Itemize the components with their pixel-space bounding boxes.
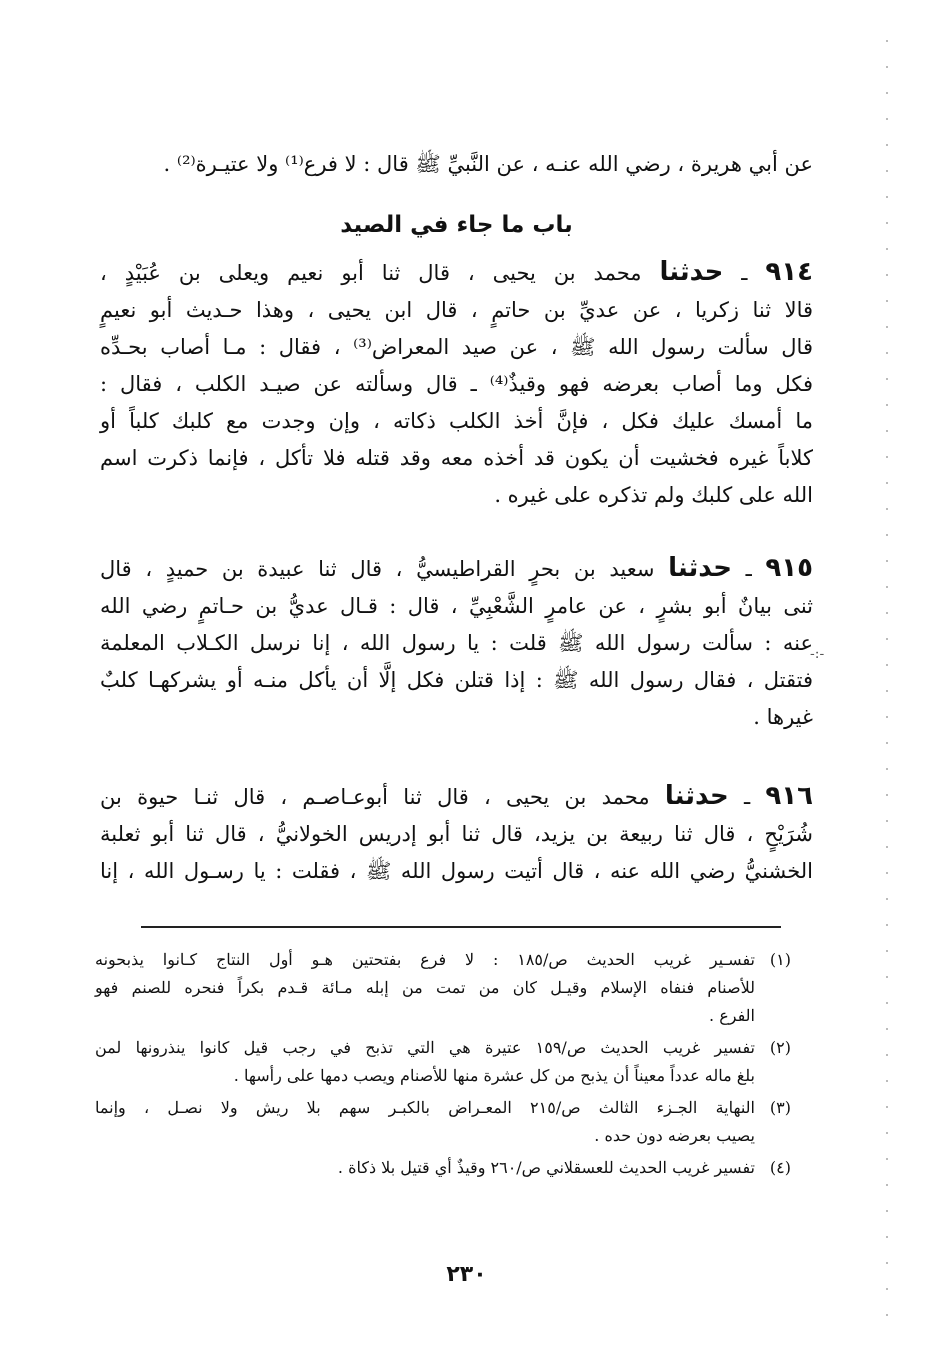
footnote-line: تفسير غريب الحديث للعسقلاني ص/٢٦٠ وقيذٌ أي قتيل بلا ذكاة . — [337, 1158, 755, 1177]
hadith-keyword: حدثنا — [668, 553, 732, 583]
text-line: عنه : سألت رسول الله ﷺ قلت : يا رسول الله ، إنا نرسل الكـلاب المعلمة — [100, 631, 813, 655]
footnote-marker: (٤) — [769, 1158, 791, 1177]
footnote-3 — [95, 1094, 791, 1150]
chapter-title: باب ما جاء في الصيد — [340, 212, 573, 238]
text-line: ما أمسك عليك فكل ، فإنَّ أخذ الكلب ذكاته ، وإن وجدت مع كلبك كلباً أو — [100, 409, 813, 433]
text-line: الله على كلبك ولم تذكره على غيره . — [494, 483, 813, 507]
hadith-number: ٩١٥ — [765, 553, 813, 583]
hadith-915 — [100, 550, 813, 736]
footnote-4 — [95, 1154, 791, 1182]
footnote-2 — [95, 1034, 791, 1090]
text-line: الخشنيُّ رضي الله عنه ، قال أتيت رسول الله ﷺ ، فقلت : يا رسـول الله ، إنا — [100, 859, 813, 883]
footnote-marker: (٣) — [769, 1098, 791, 1117]
hadith-first-line: ٩١٦ ـ حدثنا محمد بن يحيى ، قال ثنا أبوعـاصـم ، قال ثنـا حيوة بن — [100, 781, 813, 811]
hadith-number: ٩١٤ — [765, 257, 813, 287]
hadith-keyword: حدثنا — [664, 781, 729, 811]
text-line: كلاباً غيره فخشيت أن يكون قد أخذه معه وقد قتله فلا تأكل ، فإنما ذكرت اسم — [100, 446, 813, 470]
text-line: ثنى بيانٌ أبو بشرٍ ، عن عامرٍ الشَّعْبِيِّ ، قال : قـال عديُّ بن حـاتمٍ رضي الله — [100, 594, 813, 618]
text-line: فكل وما أصاب بعرضه فهو وقيذٌ⁽⁴⁾ ـ قال وسألته عن صيـد الكلب ، فقال : — [100, 372, 813, 396]
footnote-line: للأصنام فنفاه الإسلام وقيـل كان من تمت من إبله مـائة قـدم بكراً فنحره للصنم فهو — [95, 978, 755, 997]
text-line: محمد بن يحيى ، قال ثنا أبو نعيم ويعلى بن عُبَيْدٍ ، — [100, 261, 642, 285]
scan-dotted-line — [886, 40, 888, 1320]
footnote-marker: (٢) — [769, 1038, 791, 1057]
hadith-first-line: ٩١٥ ـ حدثنا سعيد بن بحرٍ القراطيسيُّ ، قال ثنا عبيدة بن حميدٍ ، قال — [100, 553, 813, 583]
text-line: محمد بن يحيى ، قال ثنا أبوعـاصـم ، قال ثنـا حيوة بن — [100, 785, 650, 809]
footnote-line: النهاية الجـزء الثالث ص/٢١٥ المعـراض بالكبـر سهم بلا ريش ولا نصـل ، وإنما — [95, 1098, 756, 1117]
margin-mark: -:- — [810, 646, 825, 662]
footnote-line: يصيب بعرضه دون حده . — [594, 1126, 755, 1145]
footnote-line: تفسـير غريب الحديث ص/١٨٥ : لا فرع بفتحتين هـو أول النتاج كـانوا يذبحونه — [95, 950, 755, 969]
hadith-keyword: حدثنا — [659, 257, 724, 287]
hadith-914 — [100, 254, 813, 514]
text-line: عن أبي هريرة ، رضي الله عنـه ، عن النَّبيِّ ﷺ قال : لا فرع⁽¹⁾ ولا عتيـرة⁽²⁾ . — [163, 152, 813, 176]
footnote-1 — [95, 946, 791, 1030]
text-line: شُرَيْحٍ ، قال ثنا ربيعة بن يزيد، قال ثنا أبو إدريس الخولانيُّ ، قال ثنا أبو ثعلبة — [100, 822, 813, 846]
page-number: ٢٣٠ — [446, 1262, 487, 1287]
text-line: قالا ثنا زكريا ، عن عديِّ بن حاتمٍ ، قال ابن يحيى ، وهذا حـديث أبو نعيمٍ — [100, 298, 813, 322]
text-line: سعيد بن بحرٍ القراطيسيُّ ، قال ثنا عبيدة بن حميدٍ ، قال — [100, 557, 655, 581]
footnote-line: تفسير غريب الحديث ص/١٥٩ عتيرة هي التي تذبح في رجب قيل كانوا ينذرونها لمن — [95, 1038, 755, 1057]
hadith-916 — [100, 778, 813, 890]
hadith-number: ٩١٦ — [765, 781, 813, 811]
text-line: فتقتل ، فقال رسول الله ﷺ : إذا قتلن فكل إلَّا أن يأكل منـه أو يشركهـا كلبٌ — [100, 668, 813, 692]
intro-paragraph — [100, 146, 813, 183]
footnote-separator — [141, 926, 781, 928]
text-line: غيرها . — [753, 705, 813, 729]
footnote-marker: (١) — [769, 950, 791, 969]
footnotes — [95, 946, 791, 1186]
footnote-line: بلغ ماله عدداً معيناً أن يذبح من كل عشرة منها للأصنام ويصب دمها على رأسها . — [233, 1066, 755, 1085]
hadith-first-line: ٩١٤ ـ حدثنا محمد بن يحيى ، قال ثنا أبو نعيم ويعلى بن عُبَيْدٍ ، — [100, 257, 813, 287]
text-line: قال سألت رسول الله ﷺ ، عن صيد المعراض⁽³⁾ ، فقال : مـا أصاب بحـدِّه — [100, 335, 813, 359]
footnote-line: الفرع . — [709, 1006, 755, 1025]
